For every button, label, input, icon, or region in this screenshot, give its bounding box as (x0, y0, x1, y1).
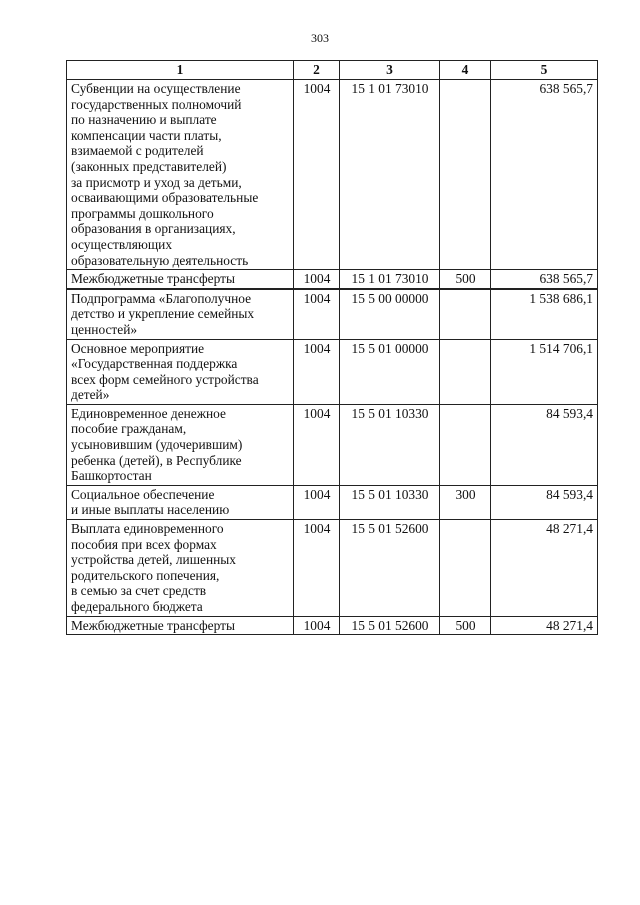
row-target-cell: 15 5 01 00000 (340, 339, 440, 404)
row-amount-cell: 638 565,7 (491, 80, 598, 270)
row-target-cell: 15 5 00 00000 (340, 289, 440, 339)
table-body (67, 80, 598, 635)
row-amount-cell: 1 514 706,1 (491, 339, 598, 404)
row-section-cell: 1004 (294, 80, 340, 270)
budget-table (66, 60, 598, 635)
row-expense-cell: 500 (440, 270, 491, 289)
row-name-cell: Субвенции на осуществление государственных полномочий по назначению и выплате компенсации части платы, взимаемой с родителей (законных представителей) за присмотр и уход за детьми, осваивающими образовательные программы дошкольного образования в организациях, осуществляющих образовательную деятельность (67, 80, 294, 270)
column-header-name: 1 (67, 61, 294, 80)
table-row (67, 485, 598, 519)
row-section-cell: 1004 (294, 404, 340, 485)
row-name-cell: Единовременное денежное пособие гражданам, усыновившим (удочерившим) ребенка (детей), в Республике Башкортостан (67, 404, 294, 485)
table-row (67, 339, 598, 404)
row-amount-cell: 84 593,4 (491, 404, 598, 485)
row-expense-cell (440, 289, 491, 339)
row-name-cell: Подпрограмма «Благополучное детство и укрепление семейных ценностей» (67, 289, 294, 339)
table-row (67, 289, 598, 339)
row-section-cell: 1004 (294, 339, 340, 404)
row-section-cell: 1004 (294, 289, 340, 339)
table-row (67, 270, 598, 289)
table-row (67, 520, 598, 617)
row-expense-cell (440, 404, 491, 485)
table-row (67, 404, 598, 485)
row-target-cell: 15 5 01 10330 (340, 404, 440, 485)
row-expense-cell (440, 339, 491, 404)
column-header-expense: 4 (440, 61, 491, 80)
row-expense-cell: 500 (440, 616, 491, 635)
table-row (67, 616, 598, 635)
row-amount-cell: 84 593,4 (491, 485, 598, 519)
row-expense-cell (440, 80, 491, 270)
row-amount-cell: 48 271,4 (491, 616, 598, 635)
row-name-cell: Социальное обеспечение и иные выплаты населению (67, 485, 294, 519)
row-amount-cell: 1 538 686,1 (491, 289, 598, 339)
row-name-cell: Межбюджетные трансферты (67, 270, 294, 289)
column-header-section: 2 (294, 61, 340, 80)
column-header-amount: 5 (491, 61, 598, 80)
row-expense-cell (440, 520, 491, 617)
page-number: 303 (311, 31, 329, 45)
row-section-cell: 1004 (294, 616, 340, 635)
column-header-target: 3 (340, 61, 440, 80)
row-section-cell: 1004 (294, 485, 340, 519)
row-section-cell: 1004 (294, 520, 340, 617)
row-section-cell: 1004 (294, 270, 340, 289)
row-target-cell: 15 1 01 73010 (340, 80, 440, 270)
row-target-cell: 15 1 01 73010 (340, 270, 440, 289)
row-target-cell: 15 5 01 52600 (340, 520, 440, 617)
row-target-cell: 15 5 01 10330 (340, 485, 440, 519)
row-target-cell: 15 5 01 52600 (340, 616, 440, 635)
row-amount-cell: 638 565,7 (491, 270, 598, 289)
row-amount-cell: 48 271,4 (491, 520, 598, 617)
row-name-cell: Межбюджетные трансферты (67, 616, 294, 635)
row-name-cell: Основное мероприятие «Государственная поддержка всех форм семейного устройства детей» (67, 339, 294, 404)
table-header-row (67, 61, 598, 80)
row-expense-cell: 300 (440, 485, 491, 519)
row-name-cell: Выплата единовременного пособия при всех формах устройства детей, лишенных родительского попечения, в семью за счет средств федерального бюджета (67, 520, 294, 617)
table-row (67, 80, 598, 270)
